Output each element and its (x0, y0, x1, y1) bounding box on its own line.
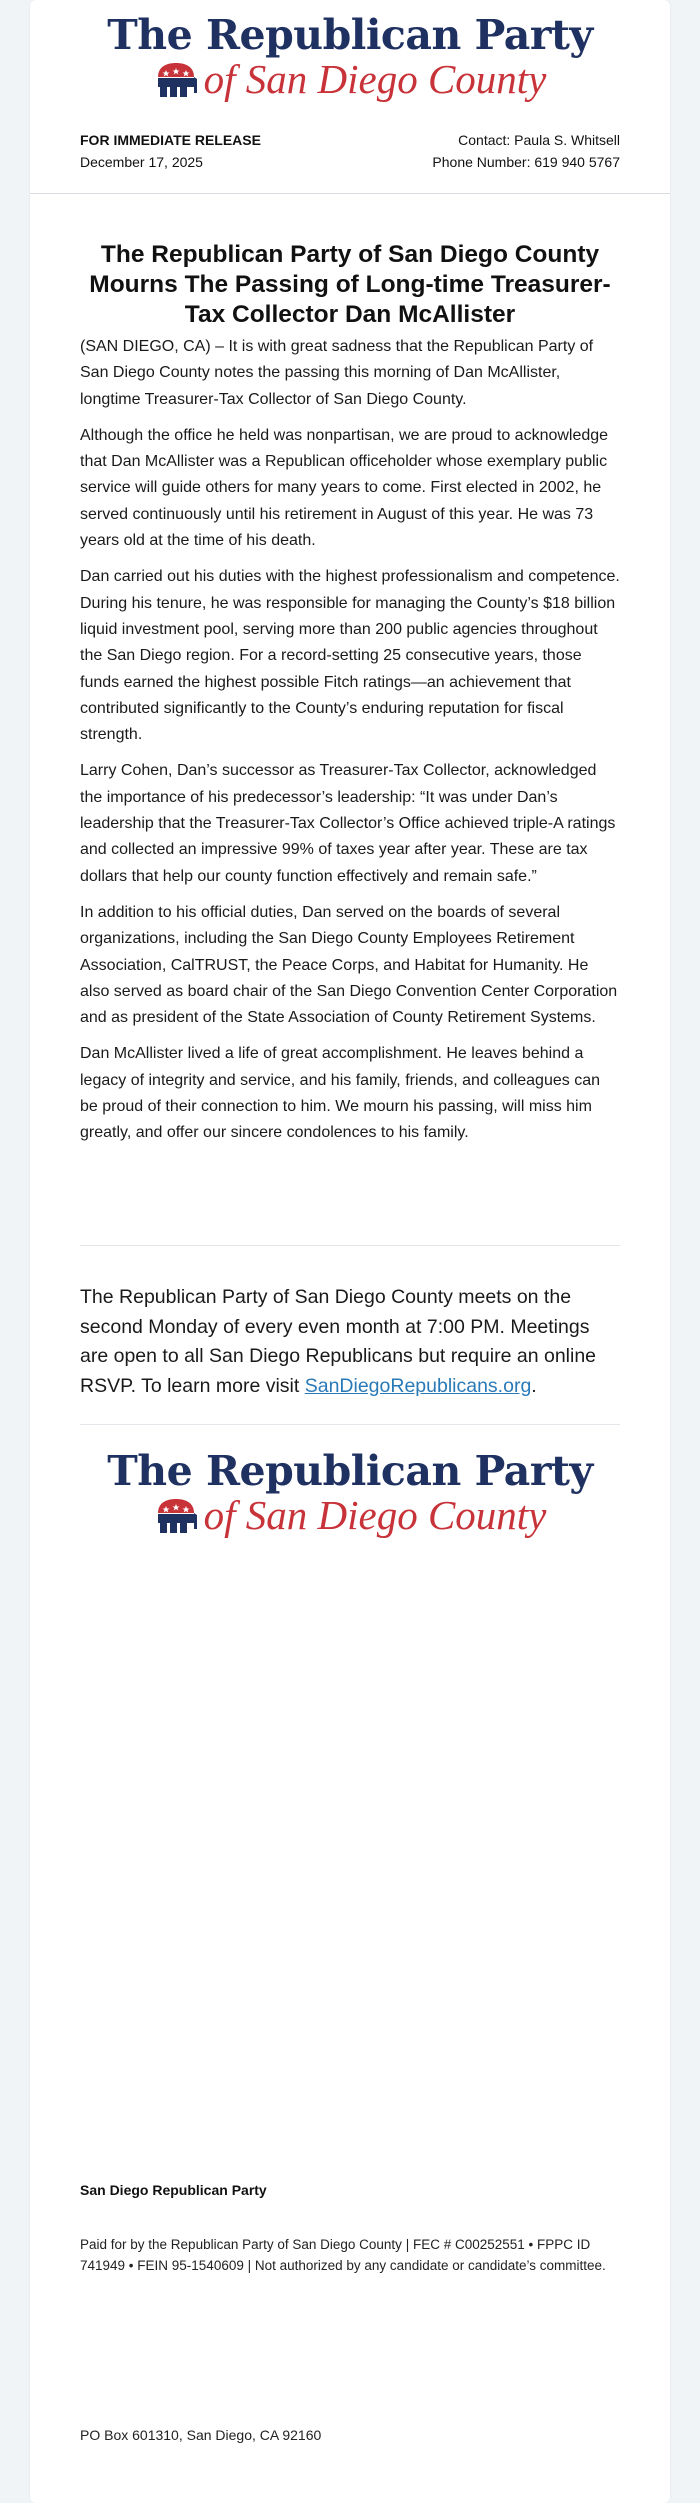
contact-name: Contact: Paula S. Whitsell (458, 132, 620, 148)
contact-info (80, 129, 620, 173)
website-link[interactable]: SanDiegoRepublicans.org (304, 1374, 532, 1397)
republican-elephant-icon (154, 1495, 198, 1535)
release-date: December 17, 2025 (80, 154, 203, 170)
article-paragraph: Dan McAllister lived a life of great accomplishment. He leaves behind a legacy of integrity and service, and his family, friends, and colleagues can be proud of their connection to him. We mourn his passing, will miss him greatly, and offer our sincere condolences to his family. (80, 1045, 600, 1142)
section-divider (80, 1245, 620, 1246)
article-paragraph: In addition to his official duties, Dan served on the boards of several organizations, including the San Diego County Employees Retirement Association, CalTRUST, the Peace Corps, and Habitat for Humanity. He also served as board chair of the San Diego Convention Center Corporation and as president of the State Association of County Retirement Systems. (80, 903, 618, 1027)
meeting-notice (80, 1283, 620, 1401)
article-paragraph: Although the office he held was nonpartisan, we are proud to acknowledge that Dan McAllister was a Republican officeholder whose exemplary public service will guide others for many years to come. First elected in 2002, he served continuously until his retirement in August of this year. He was 73 years old at the time of his death. (80, 426, 609, 550)
article-body (80, 334, 620, 1157)
footer-disclaimer: Paid for by the Republican Party of San Diego County | FEC # C00252551 • FPPC ID 741949 • FEIN 95-1540609 | Not authorized by any candidate or candidate’s committee. (80, 2237, 606, 2273)
footer-address: PO Box 601310, San Diego, CA 92160 (80, 2427, 322, 2443)
email-card (30, 0, 670, 2503)
party-logo-footer (30, 1448, 670, 1538)
logo-title: The Republican Party (107, 11, 593, 59)
party-logo-header (30, 12, 670, 102)
release-label: FOR IMMEDIATE RELEASE (80, 132, 261, 148)
logo-subtitle: of San Diego County (203, 1492, 547, 1538)
logo-title: The Republican Party (107, 1447, 593, 1495)
meeting-text: The Republican Party of San Diego County meets on the second Monday of every even month at 7:00 PM. Meetings are open to all San Diego Republicans but require an online RSVP. To learn more visit (80, 1286, 597, 1397)
section-divider (80, 1424, 620, 1425)
republican-elephant-icon (154, 59, 198, 99)
logo-subtitle: of San Diego County (203, 56, 547, 102)
article-paragraph: Dan carried out his duties with the highest professionalism and competence. During his tenure, he was responsible for managing the County’s $18 billion liquid investment pool, serving more than 200 public agencies throughout the San Diego region. For a record-setting 25 consecutive years, those funds earned the highest possible Fitch ratings—an achievement that contributed significantly to the County’s enduring reputation for fiscal strength. (80, 568, 620, 744)
article-paragraph: Larry Cohen, Dan’s successor as Treasurer-Tax Collector, acknowledged the importance of his predecessor’s leadership: “It was under Dan’s leadership that the Treasurer-Tax Collector’s Office achieved triple-A ratings and collected an impressive 99% of taxes year after year. These are tax dollars that help our county function effectively and remain safe.” (80, 762, 616, 885)
header-divider (30, 193, 670, 194)
article-paragraph: (SAN DIEGO, CA) – It is with great sadness that the Republican Party of San Diego County notes the passing this morning of Dan McAllister, longtime Treasurer-Tax Collector of San Diego County. (80, 338, 594, 408)
footer-organization: San Diego Republican Party (80, 2182, 267, 2198)
contact-phone: Phone Number: 619 940 5767 (432, 154, 620, 170)
meeting-period: . (531, 1374, 537, 1397)
article-title: The Republican Party of San Diego County Mourns The Passing of Long-time Treasurer-Tax Collector Dan McAllister (89, 241, 611, 329)
